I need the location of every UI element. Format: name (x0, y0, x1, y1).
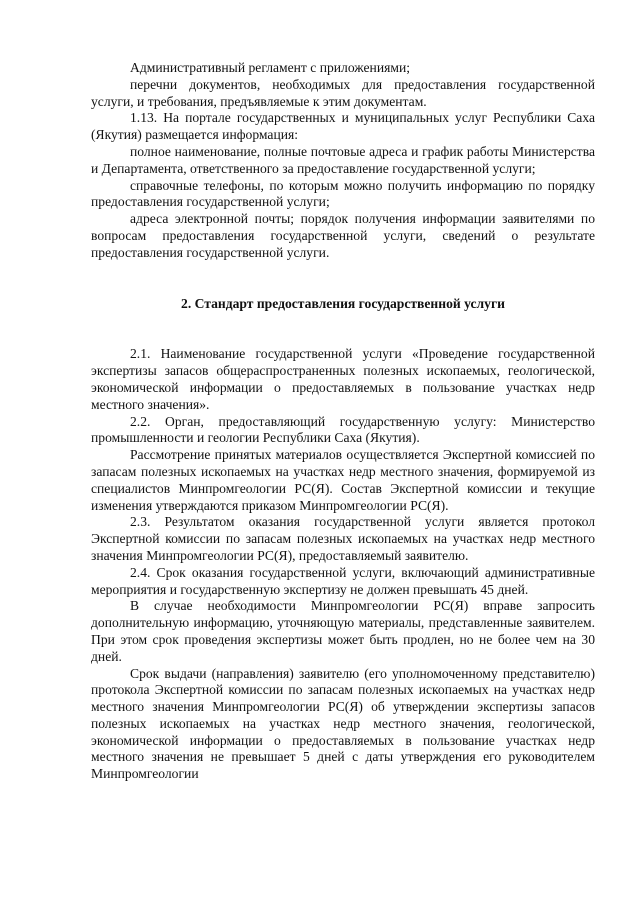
paragraph-2-1-service-name: 2.1. Наименование государственной услуги «Проведение государственной экспертизы запасов общераспространенных полезных ископаемых, геологической, экономической информации о предоставляемых в пользование участках недр местного значения». (91, 346, 595, 412)
paragraph-appendices: Административный регламент с приложениями; (130, 60, 410, 75)
paragraph-email: адреса электронной почты; порядок получения информации заявителями по вопросам предоставления государственной услуги, сведений о результате предоставления государственной услуги. (91, 211, 595, 260)
paragraph-issue-term: Срок выдачи (направления) заявителю (его уполномоченному представителю) протокола Экспертной комиссии по запасам полезных ископаемых на участках недр местного значения Минпромгеологии РС(Я) об утверждении экспертизы запасов полезных ископаемых на участках недр местного значения, геологической, экономической информации о предоставляемых в пользование участках недр местного значения не превышает 5 дней с даты утверждения его руководителем Минпромгеологии (91, 665, 595, 782)
paragraph-1-13-portal: 1.13. На портале государственных и муниципальных услуг Республики Саха (Якутия) размещается информация: (91, 110, 595, 143)
paragraph-2-2-authority: 2.2. Орган, предоставляющий государственную услугу: Министерство промышленности и геологии Республики Саха (Якутия). (91, 413, 595, 446)
paragraph-expert-commission: Рассмотрение принятых материалов осуществляется Экспертной комиссией по запасам полезных ископаемых на участках недр местного значения, формируемой из специалистов Минпромгеологии РС(Я). Состав Экспертной комиссии и текущие изменения утверждаются приказом Минпромгеологии РС(Я). (91, 447, 595, 513)
paragraph-phones: справочные телефоны, по которым можно получить информацию по порядку предоставления государственной услуги; (91, 177, 595, 210)
paragraph-extension: В случае необходимости Минпромгеологии РС(Я) вправе запросить дополнительную информацию, уточняющую материалы, представленные заявителем. При этом срок проведения экспертизы может быть продлен, но не более чем на 30 дней. (91, 598, 595, 664)
document-page (91, 60, 595, 783)
paragraph-2-3-result: 2.3. Результатом оказания государственной услуги является протокол Экспертной комиссии по запасам полезных ископаемых на участках недр местного значения Минпромгеологии РС(Я), предоставляемый заявителю. (91, 514, 595, 563)
section-heading: 2. Стандарт предоставления государственной услуги (181, 295, 505, 311)
paragraph-full-name-addresses: полное наименование, полные почтовые адреса и график работы Министерства и Департамента, ответственного за предоставление государственной услуги; (91, 143, 595, 176)
paragraph-2-4-term: 2.4. Срок оказания государственной услуги, включающий административные мероприятия и государственную экспертизу не должен превышать 45 дней. (91, 564, 595, 597)
paragraph-document-lists: перечни документов, необходимых для предоставления государственной услуги, и требования, предъявляемые к этим документам. (91, 76, 595, 109)
